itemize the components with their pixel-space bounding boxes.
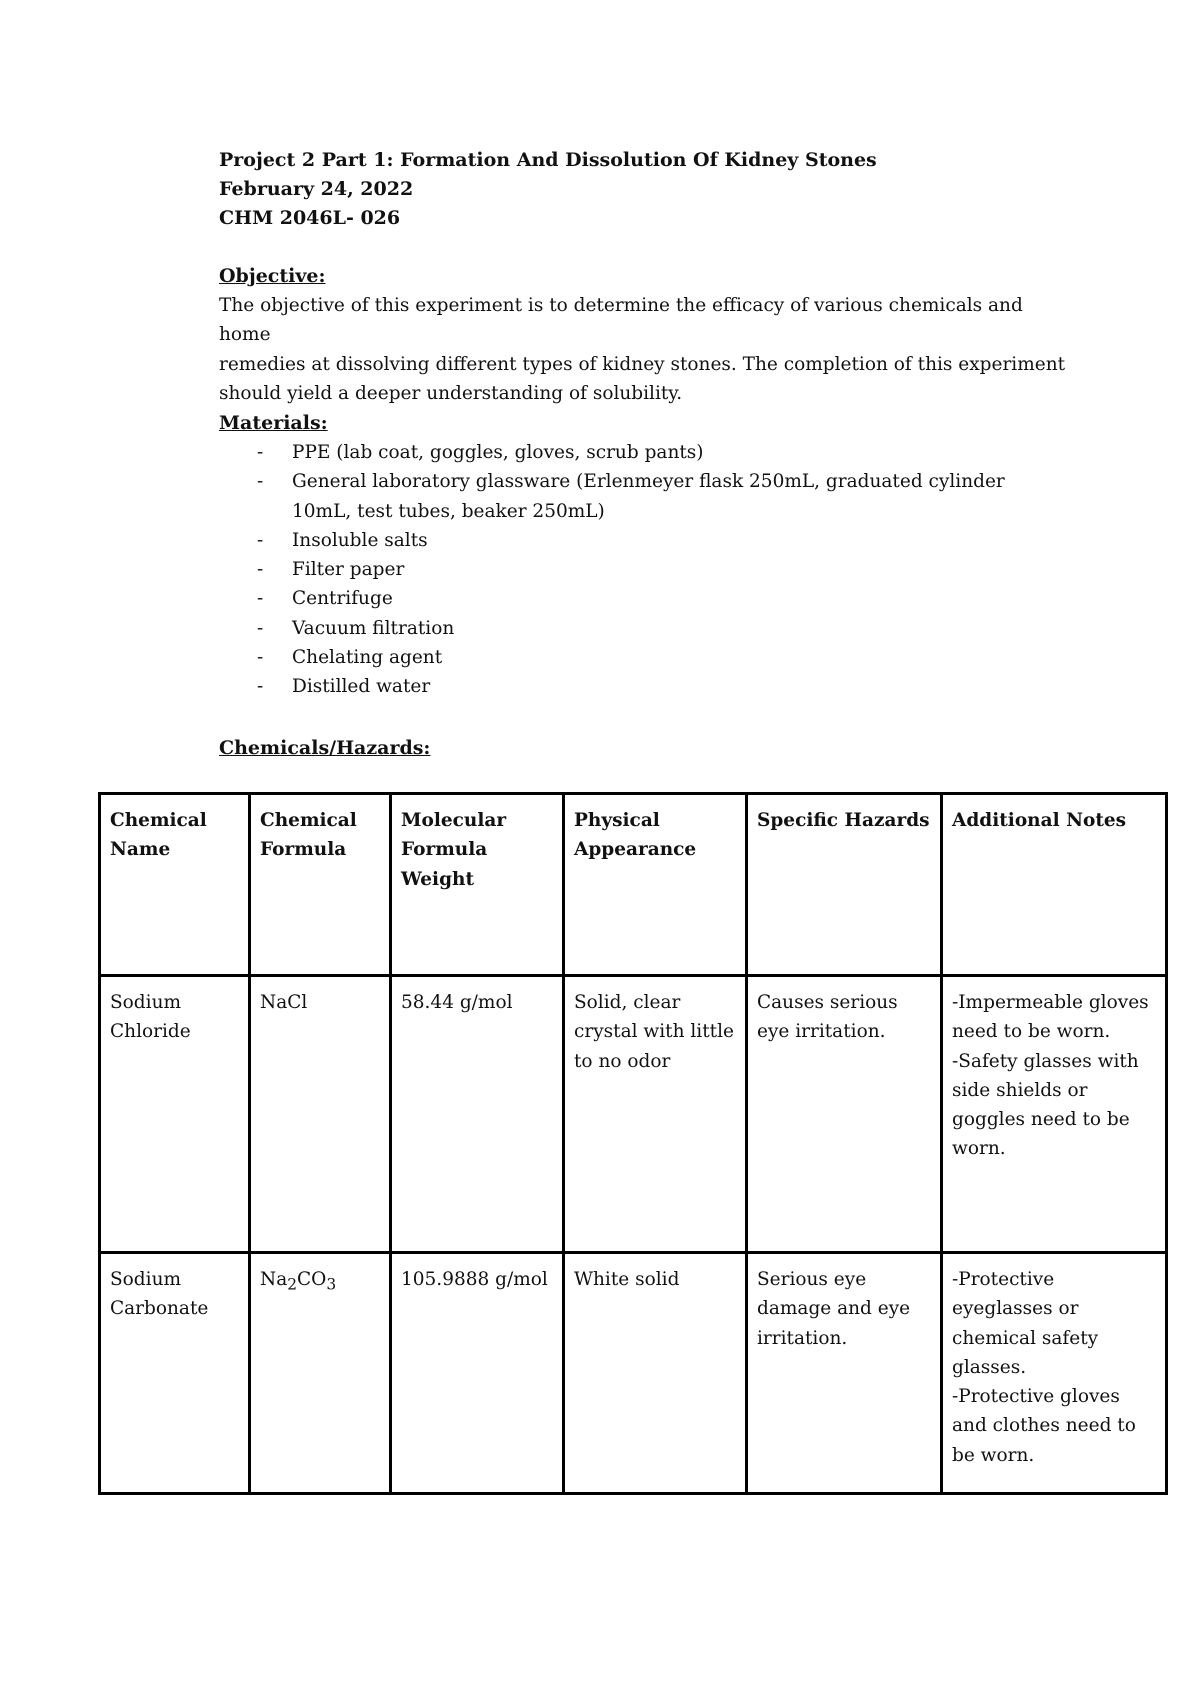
list-bullet: - (257, 559, 264, 581)
list-item (219, 438, 1119, 467)
molecular-weight-cell: 58.44 g/mol (391, 976, 564, 1253)
specific-hazards-cell: Causes serious eye irritation. (747, 976, 942, 1253)
list-item (219, 672, 1119, 701)
objective-line: remedies at dissolving different types of kidney stones. The completion of this experiment (219, 353, 1066, 375)
objective-section (219, 262, 1119, 408)
additional-notes-cell (942, 1253, 1167, 1494)
formula-subscript: 2 (287, 1275, 298, 1294)
column-header: Chemical Name (100, 794, 250, 976)
column-header: Molecular Formula Weight (391, 794, 564, 976)
list-item-text: Insoluble salts (292, 529, 428, 551)
column-header: Additional Notes (942, 794, 1167, 976)
column-header: Physical Appearance (564, 794, 747, 976)
materials-list (219, 438, 1119, 702)
note-line: -Impermeable gloves need to be worn. (952, 992, 1149, 1043)
list-item (219, 526, 1119, 555)
list-item (219, 555, 1119, 584)
document-title: Project 2 Part 1: Formation And Dissolution Of Kidney Stones (219, 149, 877, 171)
formula-part: CO (297, 1269, 327, 1290)
list-bullet: - (257, 588, 264, 610)
materials-section (219, 409, 1119, 702)
table-row (100, 1253, 1167, 1494)
list-item-text: Distilled water (292, 676, 431, 698)
list-item (219, 467, 1012, 526)
list-bullet: - (257, 442, 264, 463)
list-item (219, 643, 1119, 672)
specific-hazards-cell: Serious eye damage and eye irritation. (747, 1253, 942, 1494)
physical-appearance-cell: Solid, clear crystal with little to no odor (564, 976, 747, 1253)
table-header-row (100, 794, 1167, 976)
note-line: -Safety glasses with side shields or goggles need to be worn. (952, 1050, 1139, 1160)
list-item-text: Filter paper (292, 559, 405, 581)
list-bullet: - (257, 617, 264, 639)
chemical-name-cell: Sodium Carbonate (100, 1253, 250, 1494)
chemicals-table (98, 792, 1168, 1495)
molecular-weight-cell: 105.9888 g/mol (391, 1253, 564, 1494)
materials-heading: Materials: (219, 412, 328, 434)
chemical-formula-cell (250, 1253, 391, 1494)
objective-line: should yield a deeper understanding of solubility. (219, 382, 683, 404)
chemicals-heading: Chemicals/Hazards: (219, 737, 431, 759)
formula-subscript: 3 (326, 1275, 337, 1294)
list-item (219, 614, 1119, 643)
column-header: Chemical Formula (250, 794, 391, 976)
list-item-text: General laboratory glassware (Erlenmeyer flask 250mL, graduated cylinder 10mL, test tubes, beaker 250mL) (292, 471, 1005, 522)
list-item (219, 584, 1119, 613)
document-date: February 24, 2022 (219, 178, 414, 200)
list-item-text: Centrifuge (292, 588, 393, 610)
list-bullet: - (257, 471, 264, 493)
list-bullet: - (257, 529, 264, 551)
formula-part: Na (260, 1269, 288, 1290)
list-bullet: - (257, 676, 264, 698)
objective-line: The objective of this experiment is to determine the efficacy of various chemicals and home (219, 295, 1023, 346)
list-item-text: Chelating agent (292, 647, 443, 669)
chemical-name-cell: Sodium Chloride (100, 976, 250, 1253)
list-bullet: - (257, 647, 264, 669)
column-header: Specific Hazards (747, 794, 942, 976)
objective-heading: Objective: (219, 265, 326, 287)
list-item-text: Vacuum filtration (292, 617, 455, 639)
note-line: -Protective gloves and clothes need to be worn. (952, 1386, 1136, 1466)
additional-notes-cell (942, 976, 1167, 1253)
physical-appearance-cell: White solid (564, 1253, 747, 1494)
chemical-formula-cell: NaCl (250, 976, 391, 1253)
course-code: CHM 2046L- 026 (219, 207, 401, 229)
list-item-text: PPE (lab coat, goggles, gloves, scrub pants) (292, 442, 704, 463)
note-line: -Protective eyeglasses or chemical safety glasses. (952, 1269, 1099, 1378)
document-header (219, 146, 1119, 233)
table-row (100, 976, 1167, 1253)
